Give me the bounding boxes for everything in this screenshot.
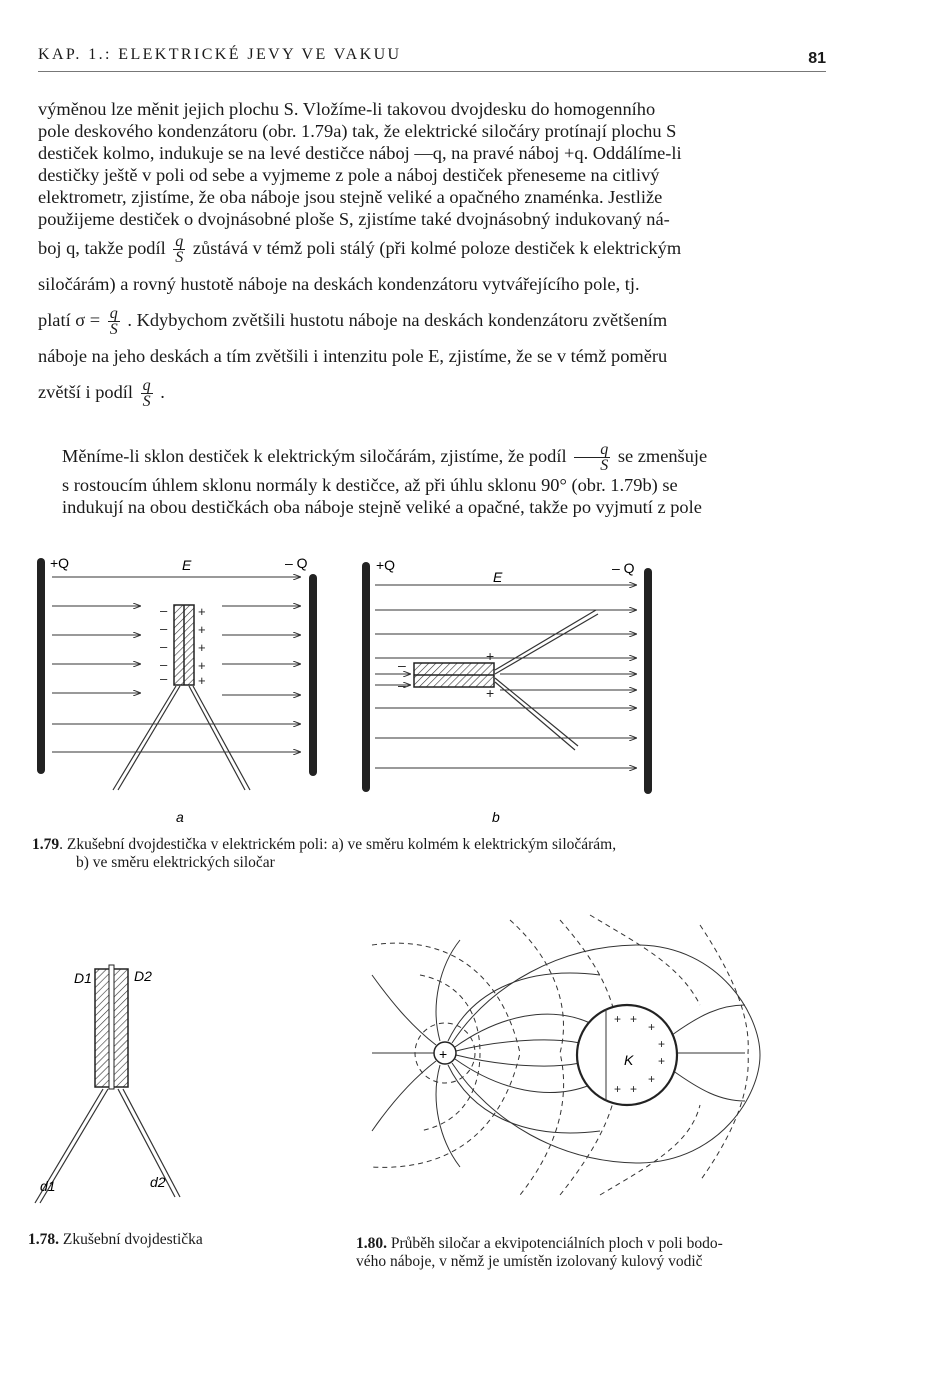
plus-sign: + [198, 673, 206, 688]
label-d2: D2 [134, 968, 152, 984]
handle-left [118, 686, 180, 790]
field-line [372, 975, 436, 1045]
plus-sign: + [198, 604, 206, 619]
minus-q-label: – Q [285, 555, 308, 571]
plus-q-label: +Q [50, 555, 70, 571]
label-d1-lower: d1 [40, 1178, 56, 1194]
capacitor-plate-right [309, 574, 317, 776]
sphere-label-k: K [624, 1052, 634, 1068]
minus-sign: – [398, 657, 406, 673]
field-label-e: E [493, 569, 503, 585]
part-label-b: b [492, 809, 500, 825]
handle-lower [495, 682, 575, 750]
plus-q-label: +Q [376, 557, 396, 573]
plus-sign: + [630, 1012, 638, 1026]
figure-1-79a [37, 555, 317, 825]
paragraph-1 [38, 98, 824, 410]
fraction-q-over-s: $\frac{q}{S}$ [574, 442, 610, 473]
text-line: pole deskového kondenzátoru (obr. 1.79a) tak, že elektrické siločáry protínají plochu S [38, 121, 677, 141]
handle-upper [495, 614, 598, 674]
figure-1-80 [0, 905, 945, 1215]
minus-sign: – [160, 621, 168, 636]
text-line: destiček kolmo, indukuje se na levé destičce náboj —q, na pravé náboj +q. Oddálíme-li [38, 143, 682, 163]
field-line [455, 1059, 590, 1093]
label-d1: D1 [74, 970, 92, 986]
handle-right [189, 686, 245, 790]
minus-sign: – [160, 671, 168, 686]
plus-sign: + [198, 640, 206, 655]
text-line: s rostoucím úhlem sklonu normály k destičce, až při úhlu sklonu 90° (obr. 1.79b) se [62, 475, 678, 495]
page-number: 81 [808, 50, 826, 67]
chapter-title: KAP. 1.: ELEKTRICKÉ JEVY VE VAKUU [38, 46, 402, 63]
plus-sign: + [614, 1012, 622, 1026]
plus-sign: + [486, 685, 495, 701]
fraction-q-over-s: $\frac{q}{S}$ [175, 233, 184, 267]
text-line: indukují na obou destičkách oba náboje stejně veliké a opačné, takže po vyjmutí z pole [62, 497, 702, 517]
equipotential [560, 920, 615, 1015]
equipotential [510, 920, 564, 1195]
fraction-q-over-s: $\frac{q}{S}$ [109, 305, 118, 339]
plus-sign: + [658, 1037, 666, 1051]
plus-sign: + [658, 1054, 666, 1068]
figure-1-79 [0, 540, 945, 830]
handle-lower [495, 678, 578, 746]
field-line [372, 1061, 436, 1131]
minus-sign: – [160, 657, 168, 672]
minus-sign: – [398, 677, 406, 693]
minus-sign: – [160, 639, 168, 654]
plus-sign: + [648, 1072, 656, 1086]
minus-q-label: – Q [612, 560, 635, 576]
plus-sign: + [486, 648, 495, 664]
text-line: platí σ = $\frac{q}{S}$ . Kdybychom zvětšili hustotu náboje na deskách kondenzátoru zvětšením [38, 305, 668, 339]
equipotential [590, 915, 700, 1005]
text-line: použijeme destiček o dvojnásobné ploše S, zjistíme také dvojnásobný indukovaný ná- [38, 209, 670, 229]
field-line [672, 1070, 745, 1101]
fraction-q-over-s: $\frac{q}{S}$ [142, 377, 151, 411]
caption-1-79: 1.79. Zkušební dvojdestička v elektrickém poli: a) ve směru kolmém k elektrickým siločárám, b) ve směru elektrických siločar [32, 836, 617, 871]
caption-number: 1.80. [356, 1235, 387, 1252]
minus-sign: – [160, 603, 168, 618]
text-line: elektrometr, zjistíme, že oba náboje jsou stejně veliké a opačného znaménka. Jestliže [38, 187, 663, 207]
text-line: siločárám) a rovný hustotě náboje na deskách kondenzátoru vytvářejícího pole, tj. [38, 274, 640, 294]
capacitor-plate-left [37, 558, 45, 774]
plus-sign: + [198, 658, 206, 673]
text-line: náboje na jeho deskách a tím zvětšili i intenzitu pole E, zjistíme, že se v témž poměru [38, 346, 668, 366]
header-rule [38, 71, 826, 72]
paragraph-2 [38, 438, 824, 518]
caption-1-80: 1.80. Průběh siločar a ekvipotenciálních ploch v poli bodo- vého náboje, v němž je umístěn izolovaný kulový vodič [356, 1235, 723, 1270]
point-charge-label: + [439, 1046, 448, 1062]
equipotential [560, 1095, 615, 1195]
handle-upper [495, 610, 596, 670]
field-line [672, 1005, 745, 1035]
plus-sign: + [630, 1082, 638, 1096]
handle-left [113, 686, 176, 790]
equipotential [600, 1105, 700, 1195]
handle-right [193, 686, 250, 790]
part-label-a: a [176, 809, 184, 825]
label-d2-lower: d2 [150, 1174, 166, 1190]
text-line: Měníme-li sklon destiček k elektrickým siločárám, zjistíme, že podíl $\frac{q}{S}$ se zmenšuje [62, 441, 708, 475]
plus-sign: + [614, 1082, 622, 1096]
caption-number: 1.79 [32, 836, 60, 853]
field-line [455, 1014, 590, 1047]
text-line: destičky ještě v poli od sebe a vyjmeme z pole a náboj destiček přeneseme na citlivý [38, 165, 660, 185]
field-line [448, 1065, 600, 1133]
capacitor-plate-left [362, 562, 370, 792]
caption-1-78: 1.78. Zkušební dvojdestička [28, 1231, 203, 1248]
capacitor-plate-right [644, 568, 652, 794]
text-line: výměnou lze měnit jejich plochu S. Vložíme-li takovou dvojdesku do homogenního [38, 99, 656, 119]
field-label-e: E [182, 557, 192, 573]
field-line [448, 973, 600, 1041]
plus-sign: + [198, 622, 206, 637]
running-header [38, 44, 826, 72]
text-line: boj q, takže podíl $\frac{q}{S}$ zůstává v témž poli stálý (při kolmé poloze destiček k elektrickým [38, 233, 682, 267]
caption-number: 1.78. [28, 1231, 59, 1248]
text-line: zvětší i podíl $\frac{q}{S}$ . [38, 377, 165, 411]
plus-sign: + [648, 1020, 656, 1034]
figure-1-79b [362, 557, 652, 825]
